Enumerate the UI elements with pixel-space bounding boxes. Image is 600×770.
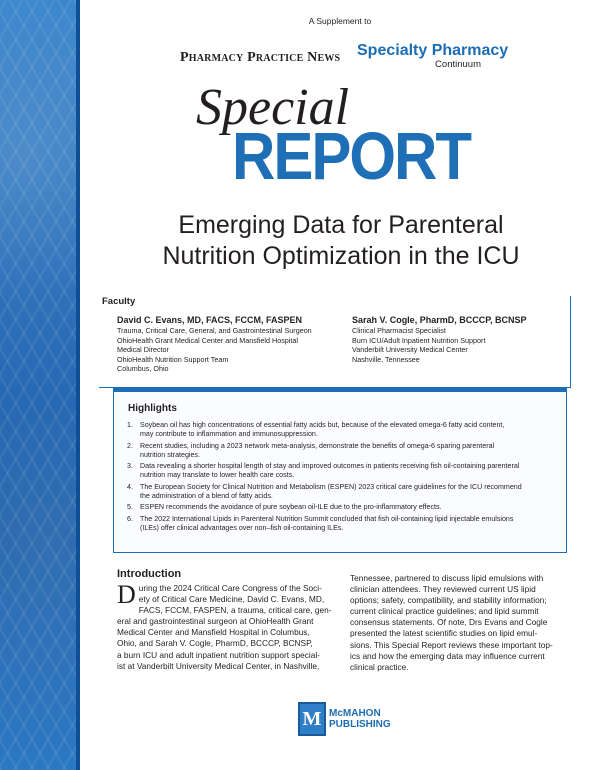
highlight-text-line: nutrition may translate to lower health care costs.: [140, 471, 295, 480]
faculty-affiliation-line: Trauma, Critical Care, General, and Gastrointestinal Surgeon: [117, 326, 312, 335]
body-text-line: ics and how the emerging data may influence current: [350, 650, 545, 661]
report-word: REPORT: [232, 118, 471, 194]
introduction-heading: Introduction: [117, 568, 182, 580]
highlight-number: 1.: [127, 421, 133, 429]
body-text-line: Medical Center and Mansfield Hospital in Columbus,: [117, 627, 310, 638]
body-text-line: eral and gastrointestinal surgeon at OhioHealth Grant: [117, 616, 314, 627]
faculty-affiliation-line: Columbus, Ohio: [117, 364, 169, 374]
highlight-text-line: the administration of a blend of fatty acids.: [140, 491, 273, 500]
decorative-side-band: [0, 0, 80, 770]
body-text-line: sions. This Special Report reviews these important top-: [350, 639, 553, 650]
pharmacy-practice-news-logo: [180, 50, 340, 66]
highlight-number: 4.: [127, 482, 133, 491]
faculty-affiliation-line: Clinical Pharmacist Specialist: [352, 326, 446, 335]
faculty-affiliation-line: OhioHealth Nutrition Support Team: [117, 354, 229, 364]
faculty-affiliation-line: Medical Director: [117, 345, 169, 355]
mcmahon-publishing-logo: [298, 702, 391, 742]
faculty-affiliation-line: OhioHealth Grant Medical Center and Mansfield Hospital: [117, 335, 298, 345]
ppn-logo-text: Pharmacy Practice News: [180, 50, 341, 65]
title-line-2: Nutrition Optimization in the ICU: [162, 242, 520, 270]
body-text-line: ety of Critical Care Medicine, David C. Evans, MD,: [138, 594, 325, 605]
faculty-member-cogle: [352, 314, 592, 364]
body-text-line: Ohio, and Sarah V. Cogle, PharmD, BCCCP, BCNSP,: [117, 638, 313, 649]
highlight-text-line: Soybean oil has high concentrations of essential fatty acids but, because of the elevated omega-6 fatty acid content,: [140, 421, 505, 429]
faculty-name: Sarah V. Cogle, PharmD, BCCCP, BCNSP: [352, 315, 527, 325]
body-text-line: ist at Vanderbilt University Medical Center, in Nashville,: [117, 660, 320, 671]
highlight-number: 2.: [127, 441, 133, 450]
body-text-line: presented the latest scientific studies on lipid emul-: [350, 628, 538, 639]
faculty-affiliation-line: Nashville, Tennessee: [352, 354, 420, 364]
highlight-item: [127, 442, 557, 460]
highlight-number: 5.: [127, 503, 133, 512]
faculty-affiliation-line: Vanderbilt University Medical Center: [352, 345, 468, 355]
highlight-item: [127, 462, 557, 480]
highlights-list: [127, 421, 557, 535]
highlight-item: [127, 421, 557, 439]
page-title: [90, 210, 592, 272]
mcmahon-logo-word2: PUBLISHING: [329, 719, 391, 730]
highlight-text-line: Data revealing a shorter hospital length of stay and improved outcomes in patients receiving fish oil-containing parenteral: [140, 462, 520, 471]
mcmahon-logo-word1: McMAHON: [329, 708, 381, 719]
body-text-line: clinician attendees. They reviewed current US lipid: [350, 584, 536, 595]
highlights-title: Highlights: [128, 403, 177, 414]
highlight-item: [127, 515, 557, 533]
introduction-column-1: [117, 580, 342, 672]
body-text-line: current clinical practice guidelines; and lipid summit: [350, 606, 539, 617]
introduction-column-2: [350, 573, 572, 673]
supplement-label: A Supplement to: [308, 16, 372, 26]
title-line-1: Emerging Data for Parenteral: [178, 211, 504, 239]
faculty-affiliation-line: Burn ICU/Adult Inpatient Nutrition Support: [352, 335, 486, 345]
body-text-line: a burn ICU and adult inpatient nutrition support special-: [117, 649, 320, 660]
highlight-text-line: The European Society for Clinical Nutrition and Metabolism (ESPEN) 2023 critical care guidelines for the ICU recommend: [140, 482, 522, 491]
highlight-text-line: ESPEN recommends the avoidance of pure soybean oil-ILE due to the pro-inflammatory effects.: [140, 503, 442, 512]
highlight-text-line: may contribute to inflammation and immunosuppression.: [140, 430, 318, 439]
faculty-label: Faculty: [102, 296, 136, 307]
body-text-line: Tennessee, partnered to discuss lipid emulsions with: [350, 573, 544, 583]
faculty-name: David C. Evans, MD, FACS, FCCM, FASPEN: [117, 315, 303, 325]
drop-cap: D: [117, 580, 136, 609]
specialty-pharmacy-continuum-logo: [357, 42, 509, 70]
highlight-text-line: nutrition strategies.: [140, 450, 200, 459]
highlight-number: 3.: [127, 462, 133, 471]
body-text-line: options; safety, compatibility, and stability information;: [350, 595, 547, 606]
highlight-text-line: Recent studies, including a 2023 network meta-analysis, demonstrate the benefits of omega-6 sparing parenteral: [140, 441, 495, 450]
spc-logo-line1: Specialty Pharmacy: [357, 42, 509, 59]
highlight-number: 6.: [127, 514, 133, 523]
mcmahon-logo-mark: M: [298, 702, 326, 736]
body-text-line: uring the 2024 Critical Care Congress of the Soci-: [138, 583, 322, 593]
body-text-line: FACS, FCCM, FASPEN, a trauma, critical care, gen-: [138, 605, 332, 616]
faculty-member-evans: [117, 314, 357, 374]
special-word: Special: [196, 79, 350, 136]
highlight-item: [127, 503, 557, 512]
body-text-line: consensus statements. Of note, Drs Evans and Cogle: [350, 617, 548, 628]
highlight-text-line: The 2022 International Lipids in Parenteral Nutrition Summit concluded that fish oil-containing lipid injectable emulsions: [140, 514, 514, 523]
body-text-line: clinical practice.: [350, 661, 409, 672]
spc-logo-line2: Continuum: [435, 59, 481, 70]
highlight-item: [127, 483, 557, 501]
highlight-text-line: (ILEs) offer clinical advantages over non–fish oil-containing ILEs.: [140, 523, 344, 532]
